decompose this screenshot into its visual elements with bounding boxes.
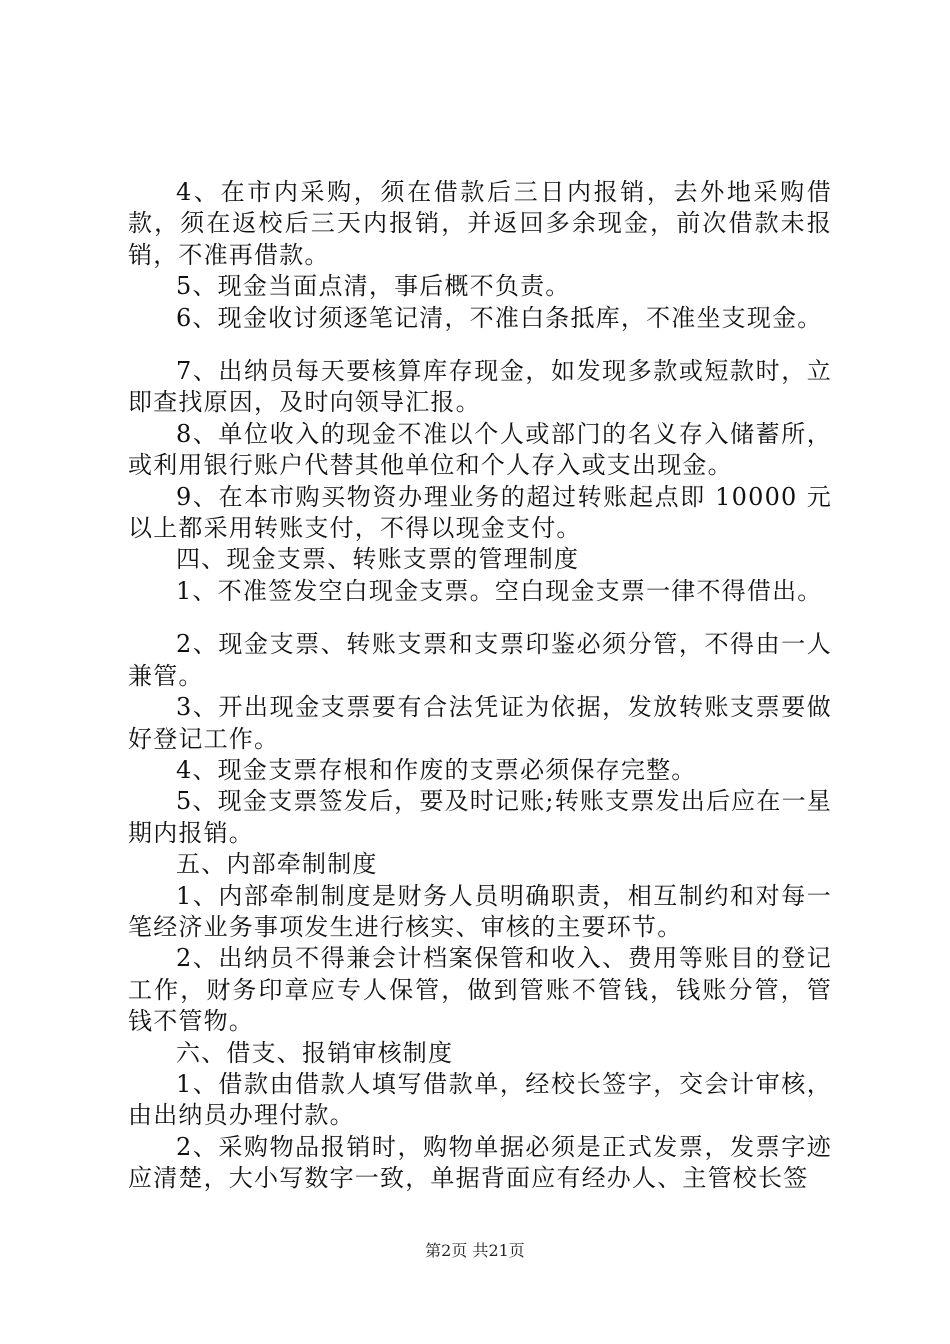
paragraph-item-7: 7、出纳员每天要核算库存现金，如发现多款或短款时，立即查找原因，及时向领导汇报。 <box>128 357 832 417</box>
paragraph-control-1: 1、内部牵制制度是财务人员明确职责，相互制约和对每一笔经济业务事项发生进行核实、审核的主要环节。 <box>128 881 832 941</box>
paragraph-check-2: 2、现金支票、转账支票和支票印鉴必须分管，不得由一人兼管。 <box>128 630 832 690</box>
paragraph-item-4: 4、在市内采购，须在借款后三日内报销，去外地采购借款，须在返校后三天内报销，并返回多余现金，前次借款未报销，不准再借款。 <box>128 178 832 269</box>
paragraph-check-1: 1、不准签发空白现金支票。空白现金支票一律不得借出。 <box>176 576 823 605</box>
section-heading-6: 六、借支、报销审核制度 <box>176 1038 454 1067</box>
page-footer <box>0 1241 950 1261</box>
document-body <box>128 177 832 1195</box>
paragraph-loan-1: 1、借款由借款人填写借款单，经校长签字，交会计审核，由出纳员办理付款。 <box>128 1069 832 1130</box>
paragraph-item-6: 6、现金收讨须逐笔记清，不准白条抵库，不准坐支现金。 <box>176 303 823 332</box>
paragraph-item-9: 9、在本市购买物资办理业务的超过转账起点即 10000 元以上都采用转账支付，不得以现金支付。 <box>128 482 832 543</box>
section-heading-5: 五、内部牵制制度 <box>176 850 378 879</box>
paragraph-control-2: 2、出纳员不得兼会计档案保管和收入、费用等账目的登记工作，财务印章应专人保管，做到管账不管钱，钱账分管，管钱不管物。 <box>128 944 832 1036</box>
paragraph-loan-2: 2、采购物品报销时，购物单据必须是正式发票，发票字迹应清楚，大小写数字一致，单据背面应有经办人、主管校长签 <box>128 1132 832 1193</box>
paragraph-check-5: 5、现金支票签发后，要及时记账;转账支票发出后应在一星期内报销。 <box>128 787 832 847</box>
paragraph-item-5: 5、现金当面点清，事后概不负责。 <box>176 272 571 301</box>
section-heading-4: 四、现金支票、转账支票的管理制度 <box>176 545 580 574</box>
paragraph-item-8: 8、单位收入的现金不准以个人或部门的名义存入储蓄所，或利用银行账户代替其他单位和个人存入或支出现金。 <box>128 419 832 480</box>
paragraph-check-3: 3、开出现金支票要有合法凭证为依据，发放转账支票要做好登记工作。 <box>128 693 832 753</box>
page-number: 第2页 共21页 <box>425 1241 525 1260</box>
paragraph-check-4: 4、现金支票存根和作废的支票必须保存完整。 <box>176 755 697 784</box>
